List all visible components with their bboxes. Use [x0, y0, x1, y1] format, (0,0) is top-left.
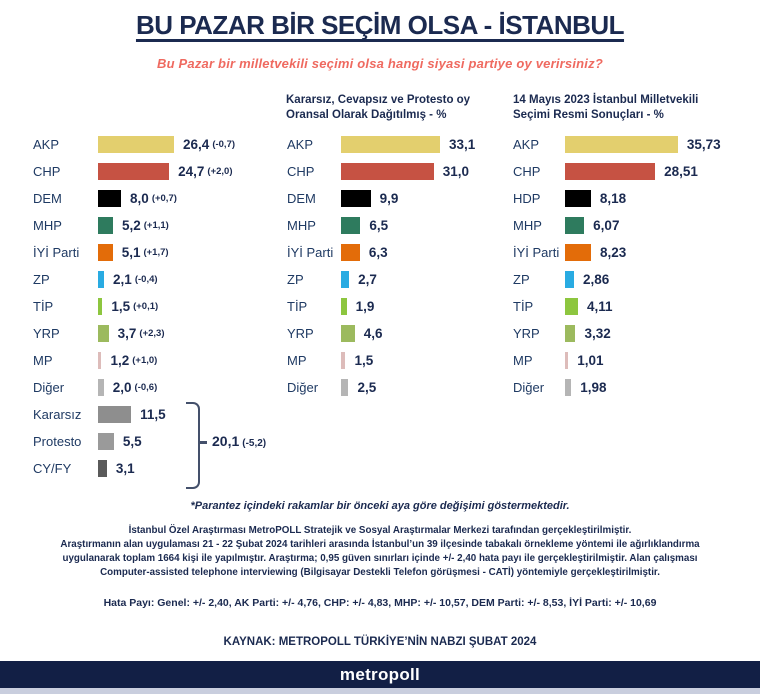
bar-row-di-er: [33, 374, 235, 401]
value-label: 6,3: [368, 245, 388, 260]
value-label: 1,5: [111, 299, 131, 314]
bar: [341, 325, 355, 342]
bar: [98, 136, 174, 153]
bar-row-mp: [33, 347, 235, 374]
change-label: (+2,0): [207, 166, 233, 177]
bar-row-i-yi-parti: [513, 239, 721, 266]
value-label: 8,0: [130, 191, 149, 206]
bar: [98, 433, 114, 450]
bar: [98, 379, 104, 396]
change-label: (+1,7): [143, 247, 169, 258]
column-header-line: Oransal Olarak Dağıtılmış - %: [286, 109, 447, 122]
change-label: (-0,7): [212, 139, 236, 150]
column-header-official-results: [513, 93, 738, 123]
bar-row-zp: [33, 266, 235, 293]
party-label: CY/FY: [33, 461, 72, 476]
party-label: CHP: [287, 164, 315, 179]
party-label: İYİ Parti: [287, 245, 334, 260]
bar-row-i-yi-parti: [33, 239, 235, 266]
bar: [98, 406, 131, 423]
undecided-total-value: 20,1: [212, 433, 240, 449]
value-label: 1,2: [110, 353, 130, 368]
value-label: 1,01: [577, 353, 604, 368]
error-margin-note: Hata Payı: Genel: +/- 2,40, AK Parti: +/- 4,76, CHP: +/- 4,83, MHP: +/- 10,57, DEM Parti: +/- 8,53, İYİ Parti: +/- 10,69: [103, 597, 657, 609]
bar: [341, 271, 349, 288]
bar: [565, 352, 568, 369]
bar: [341, 190, 371, 207]
party-label: MHP: [513, 218, 542, 233]
column-header-line: Seçimi Resmi Sonuçları - %: [513, 109, 664, 122]
party-label: DEM: [33, 191, 62, 206]
party-label: CHP: [33, 164, 61, 179]
bar-row-chp: [513, 158, 721, 185]
bar: [565, 298, 578, 315]
party-label: CHP: [513, 164, 541, 179]
undecided-group-total: [212, 433, 266, 449]
bar-row-mhp: [33, 212, 235, 239]
value-label: 35,73: [686, 137, 721, 152]
party-label: AKP: [513, 137, 540, 152]
change-label: (+1,1): [143, 220, 169, 231]
value-label: 4,6: [363, 326, 383, 341]
value-label: 2,86: [583, 272, 610, 287]
value-label: 33,1: [448, 137, 476, 152]
value-label: 2,0: [112, 380, 132, 395]
bar-row-mp: [287, 347, 475, 374]
bar: [341, 352, 345, 369]
bar: [98, 298, 102, 315]
value-label: 26,4: [183, 137, 210, 152]
party-label: HDP: [513, 191, 541, 206]
bar-row-ti-p: [513, 293, 721, 320]
party-label: DEM: [287, 191, 316, 206]
brand-logo: metropoll: [339, 664, 421, 684]
value-label: 1,5: [354, 353, 374, 368]
bar: [341, 379, 348, 396]
party-label: TİP: [33, 299, 54, 314]
chart-current-poll: [33, 131, 235, 482]
bar-row-hdp: [513, 185, 721, 212]
survey-question: Bu Pazar bir milletvekili seçimi olsa hangi siyasi partiye oy verirsiniz?: [157, 56, 603, 71]
undecided-group-bracket-dash: [199, 441, 207, 444]
change-label: (+0,1): [133, 301, 159, 312]
methodology-line: İstanbul Özel Araştırması MetroPOLL Stratejik ve Sosyal Araştırmalar Merkezi tarafından gerçekleştirilmiştir.: [128, 525, 632, 536]
value-label: 3,7: [117, 326, 137, 341]
value-label: 3,1: [115, 461, 135, 476]
methodology-line: Araştırmanın alan uygulaması 21 - 22 Şubat 2024 tarihleri arasında İstanbul’un 39 ilçesinde tabakalı örnekleme yöntemi ile ağırlıklandırma: [60, 539, 700, 550]
party-label: AKP: [287, 137, 314, 152]
bar-row-yrp: [513, 320, 721, 347]
party-label: MP: [287, 353, 307, 368]
value-label: 6,5: [369, 218, 389, 233]
party-label: MHP: [33, 218, 62, 233]
value-label: 2,5: [357, 380, 377, 395]
party-label: TİP: [287, 299, 308, 314]
party-label: MP: [33, 353, 53, 368]
bar: [341, 136, 440, 153]
party-label: ZP: [513, 272, 530, 287]
value-label: 5,1: [121, 245, 141, 260]
bar-row-akp: [287, 131, 475, 158]
value-label: 2,7: [358, 272, 377, 287]
value-label: 5,2: [121, 218, 141, 233]
value-label: 6,07: [593, 218, 620, 233]
party-label: YRP: [33, 326, 60, 341]
column-header-line: 14 Mayıs 2023 İstanbul Milletvekili: [513, 94, 699, 106]
column-header-line: Kararsız, Cevapsız ve Protesto oy: [286, 94, 471, 106]
bar: [341, 217, 360, 234]
bar-row-ti-p: [287, 293, 475, 320]
bar: [98, 217, 113, 234]
bar-row-zp: [287, 266, 475, 293]
bar-row-di-er: [513, 374, 721, 401]
footer-bottom-strip: [0, 688, 760, 694]
party-label: ZP: [287, 272, 304, 287]
bar-row-mp: [513, 347, 721, 374]
party-label: MHP: [287, 218, 316, 233]
party-label: YRP: [513, 326, 540, 341]
party-label: Diğer: [513, 380, 545, 395]
party-label: AKP: [33, 137, 60, 152]
bar: [98, 271, 104, 288]
value-label: 9,9: [379, 191, 399, 206]
change-label: (+2,3): [139, 328, 165, 339]
party-label: MP: [513, 353, 533, 368]
chart-redistributed: [287, 131, 475, 401]
methodology-line: uygulanarak toplam 1664 kişi ile yapılmıştır. Araştırma; 0,95 güven sınırları içinde +/- 2,40 hata payı ile gerçekleştirilmiştir. Alan çalışması: [62, 553, 698, 564]
bar: [565, 217, 584, 234]
value-label: 11,5: [140, 407, 166, 422]
party-label: YRP: [287, 326, 314, 341]
value-label: 28,51: [664, 164, 698, 179]
page-title-text: BU PAZAR BİR SEÇİM OLSA - İSTANBUL: [135, 10, 625, 40]
bar-row-i-yi-parti: [287, 239, 475, 266]
bar-row-akp: [513, 131, 721, 158]
bar: [98, 460, 107, 477]
undecided-group-bracket: [186, 402, 200, 489]
value-label: 24,7: [178, 164, 205, 179]
bar-row-chp: [287, 158, 475, 185]
bar-row-dem: [33, 185, 235, 212]
party-label: Protesto: [33, 434, 82, 449]
chart-official-results: [513, 131, 721, 401]
value-label: 31,0: [442, 164, 469, 179]
bar-row-ti-p: [33, 293, 235, 320]
bar-row-mhp: [513, 212, 721, 239]
bar-row-chp: [33, 158, 235, 185]
bar: [98, 325, 109, 342]
value-label: 5,5: [122, 434, 142, 449]
bar: [98, 190, 121, 207]
methodology-line: Computer-assisted telephone interviewing (Bilgisayar Destekli Telefon görüşmesi - CATİ) yöntemiyle gerçekleştirilmiştir.: [100, 567, 660, 578]
page-title: [0, 10, 760, 41]
party-label: Kararsız: [33, 407, 82, 422]
footer-brand-bar: [0, 661, 760, 688]
value-label: 8,23: [600, 245, 627, 260]
value-label: 2,1: [113, 272, 132, 287]
value-label: 1,9: [355, 299, 375, 314]
bar-row-yrp: [33, 320, 235, 347]
bar-row-yrp: [287, 320, 475, 347]
value-label: 1,98: [580, 380, 607, 395]
bar: [565, 244, 591, 261]
bar-row-zp: [513, 266, 721, 293]
change-label: (-0,4): [134, 274, 158, 285]
bar: [565, 190, 591, 207]
party-label: Diğer: [287, 380, 319, 395]
party-label: ZP: [33, 272, 50, 287]
bar: [341, 244, 360, 261]
bar-row-mhp: [287, 212, 475, 239]
party-label: TİP: [513, 299, 534, 314]
bar: [341, 163, 434, 180]
change-label: (+1,0): [132, 355, 158, 366]
undecided-total-change: (-5,2): [242, 438, 267, 449]
bar: [565, 271, 574, 288]
bar: [565, 379, 571, 396]
party-label: İYİ Parti: [513, 245, 560, 260]
value-label: 4,11: [586, 299, 613, 314]
bar: [98, 163, 169, 180]
bar-row-di-er: [287, 374, 475, 401]
bar-row-dem: [287, 185, 475, 212]
change-label: (-0,6): [134, 382, 158, 393]
column-header-redistributed: [286, 93, 501, 123]
party-label: Diğer: [33, 380, 65, 395]
methodology-note: [10, 524, 750, 580]
bar: [98, 352, 101, 369]
source-line: KAYNAK: METROPOLL TÜRKİYE’NİN NABZI ŞUBAT 2024: [223, 636, 537, 648]
bar-row-akp: [33, 131, 235, 158]
bar: [98, 244, 113, 261]
value-label: 3,32: [584, 326, 611, 341]
footnote: *Parantez içindeki rakamlar bir önceki aya göre değişimi göstermektedir.: [190, 500, 570, 512]
bar-row-cy-fy: [33, 455, 235, 482]
bar: [565, 325, 575, 342]
bar-row-karars-z: [33, 401, 235, 428]
value-label: 8,18: [599, 191, 627, 206]
bar: [565, 136, 678, 153]
change-label: (+0,7): [151, 193, 177, 204]
party-label: İYİ Parti: [33, 245, 80, 260]
bar: [341, 298, 347, 315]
bar: [565, 163, 655, 180]
